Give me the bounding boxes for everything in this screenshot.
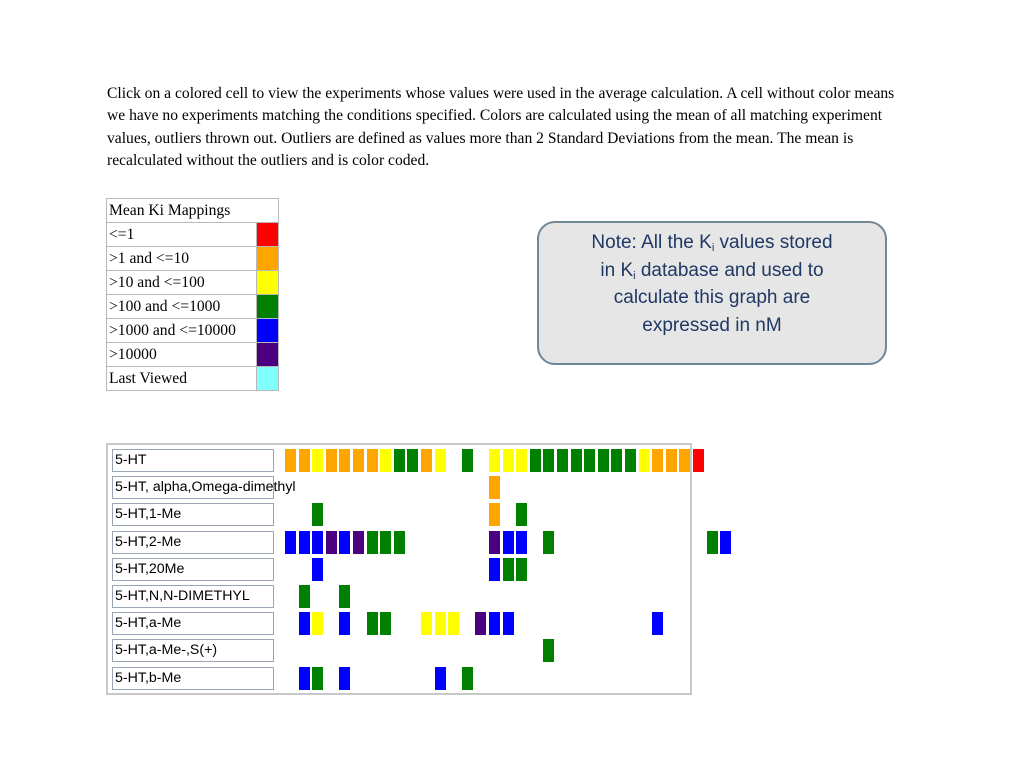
ki-cell[interactable] [503, 531, 514, 554]
note-text: values stored [714, 232, 833, 253]
intro-paragraph: Click on a colored cell to view the experiments whose values were used in the average calculation. A cell without color means we have no experiments matching the conditions specified. Colors are calculated using the mean of all matching experiment values, outliers thrown out. Outliers are defined as values more than 2 Standard Deviations from the mean. The mean is recalculated without the outliers and is color coded. [107, 85, 895, 169]
ki-cell[interactable] [489, 558, 500, 581]
ki-cell[interactable] [339, 612, 350, 635]
note-line-4: expressed in nM [642, 314, 782, 336]
legend-row-100-1000 [107, 295, 279, 319]
ki-cell[interactable] [571, 449, 582, 472]
legend-swatch [257, 247, 279, 271]
ki-cell[interactable] [312, 449, 323, 472]
ki-cell[interactable] [611, 449, 622, 472]
ki-cell[interactable] [367, 449, 378, 472]
ki-cell[interactable] [339, 531, 350, 554]
ki-cell[interactable] [367, 612, 378, 635]
ki-cell[interactable] [339, 585, 350, 608]
ki-cell[interactable] [516, 449, 527, 472]
note-text: database and used to [635, 259, 824, 281]
legend-label: >10000 [107, 343, 257, 367]
legend-swatch [257, 367, 279, 391]
ki-cell[interactable] [557, 449, 568, 472]
ki-cell[interactable] [707, 531, 718, 554]
ki-cell[interactable] [285, 531, 296, 554]
note-text: Note: All the K [591, 232, 712, 253]
compound-label: 5-HT,2-Me [112, 531, 274, 554]
ki-cell[interactable] [380, 531, 391, 554]
legend-swatch [257, 295, 279, 319]
ki-cell[interactable] [543, 449, 554, 472]
ki-cell[interactable] [652, 612, 663, 635]
compound-label: 5-HT, alpha,Omega-dimethyl [112, 476, 274, 499]
ki-cell[interactable] [353, 449, 364, 472]
ki-cell[interactable] [516, 558, 527, 581]
ki-cell[interactable] [312, 667, 323, 690]
legend-label: >1 and <=10 [107, 247, 257, 271]
compound-label: 5-HT,a-Me-,S(+) [112, 639, 274, 662]
ki-cell[interactable] [299, 612, 310, 635]
ki-cell[interactable] [625, 449, 636, 472]
ki-cell[interactable] [435, 667, 446, 690]
ki-cell[interactable] [516, 503, 527, 526]
note-subscript: i [711, 242, 715, 254]
legend-swatch [257, 319, 279, 343]
ki-cell[interactable] [312, 503, 323, 526]
ki-cell[interactable] [339, 667, 350, 690]
ki-cell[interactable] [666, 449, 677, 472]
legend-row-gt10000 [107, 343, 279, 367]
ki-cell[interactable] [285, 449, 296, 472]
ki-cell[interactable] [380, 612, 391, 635]
ki-cell[interactable] [299, 449, 310, 472]
ki-cell[interactable] [489, 612, 500, 635]
ki-cell[interactable] [543, 639, 554, 662]
ki-cell[interactable] [489, 476, 500, 499]
note-subscript: i [633, 269, 636, 282]
ki-cell[interactable] [679, 449, 690, 472]
ki-cell[interactable] [367, 531, 378, 554]
ki-cell[interactable] [503, 449, 514, 472]
ki-cell[interactable] [394, 449, 405, 472]
ki-cell[interactable] [448, 612, 459, 635]
legend-label: >10 and <=100 [107, 271, 257, 295]
ki-cell[interactable] [421, 612, 432, 635]
ki-cell[interactable] [299, 531, 310, 554]
ki-cell[interactable] [516, 531, 527, 554]
legend-title: Mean Ki Mappings [107, 199, 279, 223]
note-line-1 [539, 229, 885, 257]
ki-cell[interactable] [339, 449, 350, 472]
note-line-3: calculate this graph are [613, 287, 811, 308]
legend-row-le1 [107, 223, 279, 247]
ki-cell[interactable] [312, 531, 323, 554]
ki-cell[interactable] [489, 449, 500, 472]
ki-cell[interactable] [380, 449, 391, 472]
ki-cell[interactable] [462, 449, 473, 472]
legend-title-row [107, 199, 279, 223]
ki-cell[interactable] [312, 558, 323, 581]
ki-cell[interactable] [475, 612, 486, 635]
compound-label: 5-HT,20Me [112, 558, 274, 581]
mean-ki-legend [106, 198, 279, 391]
note-callout [537, 221, 887, 365]
ki-cell[interactable] [299, 667, 310, 690]
compound-label: 5-HT,a-Me [112, 612, 274, 635]
legend-row-1-10 [107, 247, 279, 271]
ki-heatmap-grid [106, 443, 692, 695]
ki-cell[interactable] [720, 531, 731, 554]
legend-swatch [257, 223, 279, 247]
ki-cell[interactable] [353, 531, 364, 554]
legend-swatch [257, 271, 279, 295]
ki-cell[interactable] [598, 449, 609, 472]
note-line-2 [539, 257, 885, 285]
ki-cell[interactable] [394, 531, 405, 554]
ki-cell[interactable] [584, 449, 595, 472]
legend-label: >1000 and <=10000 [107, 319, 257, 343]
ki-cell[interactable] [639, 449, 650, 472]
ki-cell[interactable] [312, 612, 323, 635]
ki-cell[interactable] [462, 667, 473, 690]
note-text: in K [600, 259, 634, 281]
legend-row-10-100 [107, 271, 279, 295]
legend-label: Last Viewed [107, 367, 257, 391]
ki-cell[interactable] [326, 449, 337, 472]
ki-cell[interactable] [503, 558, 514, 581]
legend-label: <=1 [107, 223, 257, 247]
ki-cell[interactable] [503, 612, 514, 635]
ki-cell[interactable] [435, 612, 446, 635]
ki-cell[interactable] [326, 531, 337, 554]
compound-label: 5-HT [112, 449, 274, 472]
ki-cell[interactable] [421, 449, 432, 472]
legend-row-1000-10000 [107, 319, 279, 343]
legend-swatch [257, 343, 279, 367]
ki-cell[interactable] [530, 449, 541, 472]
compound-label: 5-HT,b-Me [112, 667, 274, 690]
ki-cell[interactable] [652, 449, 663, 472]
ki-cell[interactable] [407, 449, 418, 472]
ki-cell[interactable] [489, 531, 500, 554]
legend-row-last-viewed [107, 367, 279, 391]
compound-label: 5-HT,N,N-DIMETHYL [112, 585, 274, 608]
ki-cell[interactable] [489, 503, 500, 526]
ki-cell[interactable] [299, 585, 310, 608]
ki-cell[interactable] [693, 449, 704, 472]
ki-cell[interactable] [543, 531, 554, 554]
ki-cell[interactable] [435, 449, 446, 472]
compound-label: 5-HT,1-Me [112, 503, 274, 526]
legend-label: >100 and <=1000 [107, 295, 257, 319]
